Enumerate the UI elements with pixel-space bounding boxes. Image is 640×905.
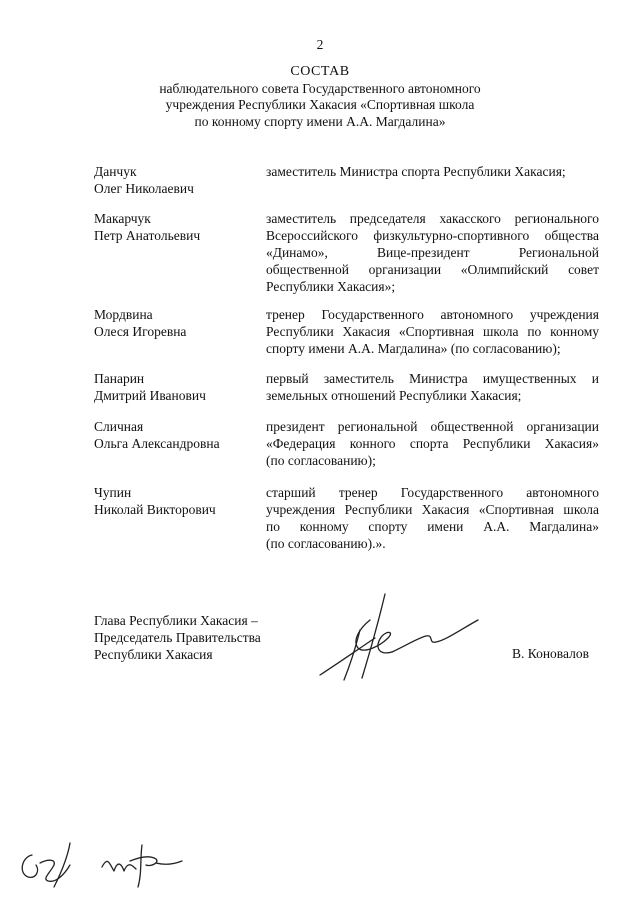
role-line: заместитель председателя хакасского регионального — [266, 211, 599, 226]
member-given-name: Ольга Александровна — [94, 436, 220, 451]
member-name — [94, 210, 264, 244]
role-line: первый заместитель Министра имущественных и — [266, 371, 599, 386]
role-line: «Федерация конного спорта Республики Хакасия» — [266, 436, 599, 451]
heading-line: учреждения Республики Хакасия «Спортивная школа — [165, 97, 475, 112]
role-line: старший тренер Государственного автономного — [266, 485, 599, 500]
signatory-title-line: Председатель Правительства — [94, 630, 261, 645]
signatory-title-line: Республики Хакасия — [94, 647, 213, 662]
role-line: земельных отношений Республики Хакасия; — [266, 388, 522, 403]
page-number: 2 — [316, 37, 324, 52]
member-surname: Сличная — [94, 419, 144, 434]
member-role — [266, 210, 599, 295]
member-name — [94, 163, 264, 197]
role-line: Всероссийского физкультурно-спортивного общества — [266, 228, 599, 243]
role-line: Республики Хакасия «Спортивная школа по конному — [266, 324, 599, 339]
member-role — [266, 418, 599, 469]
document-heading — [0, 64, 640, 130]
member-given-name: Петр Анатольевич — [94, 228, 201, 243]
role-line: общественной организации «Олимпийский совет — [266, 262, 599, 277]
member-surname: Данчук — [94, 164, 137, 179]
role-line: «Динамо», Вице-президент Региональной — [266, 245, 599, 260]
handwritten-signature — [300, 590, 490, 685]
member-role — [266, 163, 599, 180]
signatory-title-line: Глава Республики Хакасия – — [94, 613, 258, 628]
member-surname: Чупин — [94, 485, 132, 500]
member-name — [94, 418, 264, 452]
member-given-name: Олег Николаевич — [94, 181, 194, 196]
role-line: спорту имени А.А. Магдалина» (по согласованию); — [266, 341, 561, 356]
member-surname: Панарин — [94, 371, 145, 386]
signatory-title — [94, 612, 294, 663]
role-line: тренер Государственного автономного учреждения — [266, 307, 599, 322]
member-given-name: Николай Викторович — [94, 502, 216, 517]
member-name — [94, 484, 264, 518]
role-line: президент региональной общественной организации — [266, 419, 599, 434]
heading-title: СОСТАВ — [290, 64, 350, 79]
signatory-name: В. Коновалов — [512, 646, 589, 661]
role-line: учреждения Республики Хакасия «Спортивная школа — [266, 502, 599, 517]
role-line: (по согласованию); — [266, 453, 376, 468]
member-name — [94, 306, 264, 340]
role-line: (по согласованию).». — [266, 536, 386, 551]
member-surname: Мордвина — [94, 307, 153, 322]
member-given-name: Дмитрий Иванович — [94, 388, 206, 403]
member-name — [94, 370, 264, 404]
member-role — [266, 370, 599, 404]
heading-line: наблюдательного совета Государственного автономного — [159, 80, 481, 96]
handwritten-initials — [10, 825, 190, 895]
role-line: заместитель Министра спорта Республики Хакасия; — [266, 164, 566, 179]
member-role — [266, 306, 599, 357]
member-surname: Макарчук — [94, 211, 151, 226]
member-role — [266, 484, 599, 552]
member-given-name: Олеся Игоревна — [94, 324, 187, 339]
role-line: по конному спорту имени А.А. Магдалина» — [266, 519, 599, 534]
role-line: Республики Хакасия»; — [266, 279, 396, 294]
heading-line: по конному спорту имени А.А. Магдалина» — [194, 113, 446, 129]
